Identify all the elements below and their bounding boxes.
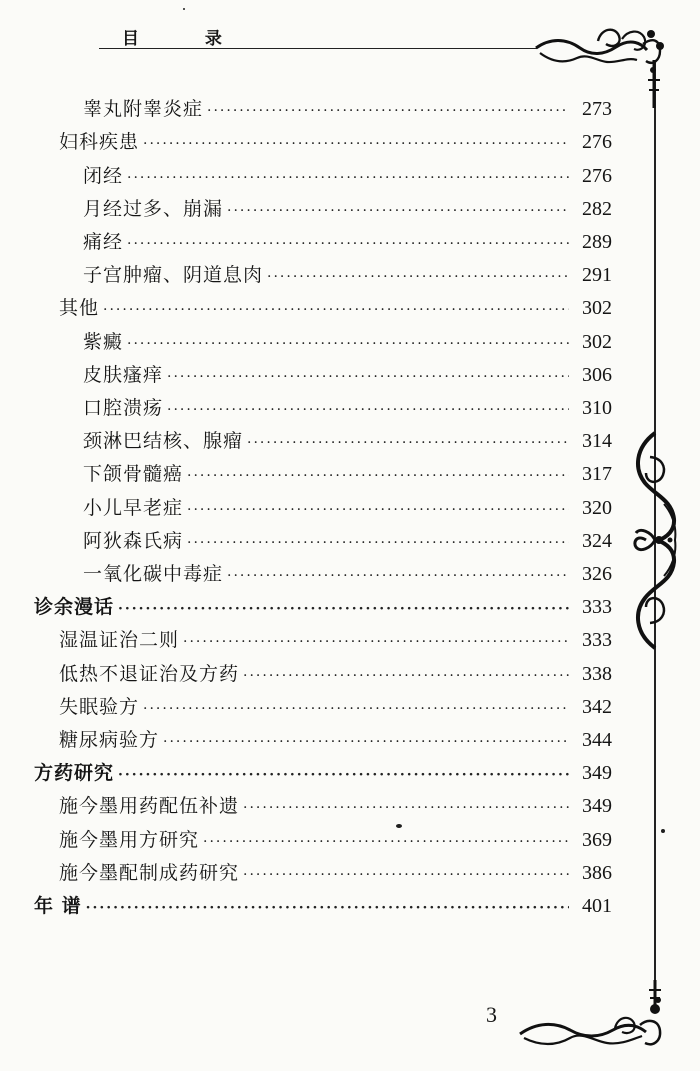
toc-entry-title: 子宫肿瘤、阴道息肉 xyxy=(83,264,264,286)
toc-entry-title: 颈淋巴结核、腺瘤 xyxy=(83,430,244,452)
toc-entry-page: 306 xyxy=(582,364,612,386)
toc-entry-title: 睾丸附睾炎症 xyxy=(83,98,204,120)
toc-leader-dots xyxy=(167,363,569,391)
toc-leader-dots xyxy=(203,828,569,856)
toc-entry-page: 310 xyxy=(582,397,612,419)
toc-entry-title: 施今墨配制成药研究 xyxy=(59,862,240,884)
toc-entry-page: 289 xyxy=(582,231,612,253)
toc-leader-dots xyxy=(143,695,569,723)
toc-entry-title: 年 谱 xyxy=(34,895,82,917)
toc-entry-page: 333 xyxy=(582,629,612,651)
toc-entry-page: 401 xyxy=(582,895,612,917)
toc-entry-page: 273 xyxy=(582,98,612,120)
toc-entry-title: 糖尿病验方 xyxy=(59,729,160,751)
toc-entry-page: 276 xyxy=(582,131,612,153)
toc-leader-dots xyxy=(183,628,569,656)
toc-entry[interactable] xyxy=(59,660,612,688)
toc-entry[interactable] xyxy=(83,228,612,256)
toc-entry[interactable] xyxy=(83,394,612,422)
toc-leader-dots xyxy=(103,296,569,324)
toc-entry[interactable] xyxy=(83,95,612,123)
toc-leader-dots xyxy=(227,562,569,590)
toc-entry-title: 施今墨用药配伍补遗 xyxy=(59,795,240,817)
toc-entry[interactable] xyxy=(59,693,612,721)
toc-entry-title: 低热不退证治及方药 xyxy=(59,663,240,685)
toc-leader-dots xyxy=(118,761,569,789)
toc-entry-title: 阿狄森氏病 xyxy=(83,530,184,552)
toc-entry-page: 324 xyxy=(582,530,612,552)
toc-entry-page: 282 xyxy=(582,198,612,220)
toc-entry-title: 其他 xyxy=(59,297,100,319)
toc-entry-title: 一氧化碳中毒症 xyxy=(83,563,224,585)
toc-entry-title: 月经过多、崩漏 xyxy=(83,198,224,220)
toc-entry-title: 湿温证治二则 xyxy=(59,629,180,651)
toc-entry-page: 317 xyxy=(582,463,612,485)
toc-entry-page: 291 xyxy=(582,264,612,286)
toc-entry-page: 342 xyxy=(582,696,612,718)
toc-leader-dots xyxy=(167,396,569,424)
toc-entry-page: 326 xyxy=(582,563,612,585)
toc-leader-dots xyxy=(187,462,569,490)
toc-leader-dots xyxy=(207,97,569,125)
toc-entry-page: 302 xyxy=(582,297,612,319)
toc-leader-dots xyxy=(86,894,569,922)
toc-leader-dots xyxy=(163,728,569,756)
toc-entry-title: 口腔溃疡 xyxy=(83,397,164,419)
toc-entry[interactable] xyxy=(34,593,612,621)
toc-entry-title: 施今墨用方研究 xyxy=(59,829,200,851)
toc-entry-page: 349 xyxy=(582,795,612,817)
toc-leader-dots xyxy=(127,164,569,192)
side-scroll-ornament-icon xyxy=(626,430,684,650)
toc-entry-title: 诊余漫话 xyxy=(34,596,115,618)
toc-entry-title: 紫癜 xyxy=(83,331,124,353)
toc-entry-page: 349 xyxy=(582,762,612,784)
toc-entry[interactable] xyxy=(83,328,612,356)
toc-entry[interactable] xyxy=(59,726,612,754)
toc-leader-dots xyxy=(143,130,569,158)
toc-entry-title: 痛经 xyxy=(83,231,124,253)
toc-leader-dots xyxy=(243,794,569,822)
toc-entry-title: 皮肤瘙痒 xyxy=(83,364,164,386)
toc-leader-dots xyxy=(118,595,569,623)
toc-entry-page: 314 xyxy=(582,430,612,452)
print-speck xyxy=(183,8,185,10)
toc-leader-dots xyxy=(187,529,569,557)
header-rule xyxy=(99,48,537,49)
toc-entry-title: 下颌骨髓癌 xyxy=(83,463,184,485)
toc-entry-title: 闭经 xyxy=(83,165,124,187)
toc-entry[interactable] xyxy=(34,892,612,920)
toc-entry[interactable] xyxy=(59,826,612,854)
toc-entry-title: 方药研究 xyxy=(34,762,115,784)
toc-entry-title: 妇科疾患 xyxy=(59,131,140,153)
toc-entry[interactable] xyxy=(59,792,612,820)
toc-entry-page: 338 xyxy=(582,663,612,685)
toc-entry-page: 386 xyxy=(582,862,612,884)
toc-entry[interactable] xyxy=(59,294,612,322)
toc-leader-dots xyxy=(127,230,569,258)
toc-entry-page: 369 xyxy=(582,829,612,851)
toc-leader-dots xyxy=(227,197,569,225)
toc-entry-title: 小儿早老症 xyxy=(83,497,184,519)
toc-entry[interactable] xyxy=(83,261,612,289)
toc-leader-dots xyxy=(127,330,569,358)
toc-entry-page: 276 xyxy=(582,165,612,187)
print-speck xyxy=(661,829,665,833)
toc-entry-page: 320 xyxy=(582,497,612,519)
page-title: 目 录 xyxy=(122,29,252,49)
toc-entry-page: 302 xyxy=(582,331,612,353)
print-speck xyxy=(396,824,402,828)
toc-entry[interactable] xyxy=(83,527,612,555)
toc-entry[interactable] xyxy=(83,560,612,588)
toc-leader-dots xyxy=(247,429,569,457)
toc-entry[interactable] xyxy=(83,361,612,389)
toc-leader-dots xyxy=(267,263,569,291)
toc-entry[interactable] xyxy=(83,494,612,522)
toc-entry[interactable] xyxy=(83,195,612,223)
toc-entry[interactable] xyxy=(59,128,612,156)
toc-entry-page: 333 xyxy=(582,596,612,618)
toc-entry[interactable] xyxy=(83,427,612,455)
toc-leader-dots xyxy=(187,496,569,524)
toc-leader-dots xyxy=(243,861,569,889)
toc-entry-page: 344 xyxy=(582,729,612,751)
page-number: 3 xyxy=(486,1002,497,1027)
toc-entry[interactable] xyxy=(83,460,612,488)
toc-entry[interactable] xyxy=(59,626,612,654)
toc-entry[interactable] xyxy=(59,859,612,887)
toc-entry[interactable] xyxy=(34,759,612,787)
toc-entry-title: 失眠验方 xyxy=(59,696,140,718)
bottom-right-ornament-icon xyxy=(512,980,672,1058)
toc-leader-dots xyxy=(243,662,569,690)
toc-entry[interactable] xyxy=(83,162,612,190)
